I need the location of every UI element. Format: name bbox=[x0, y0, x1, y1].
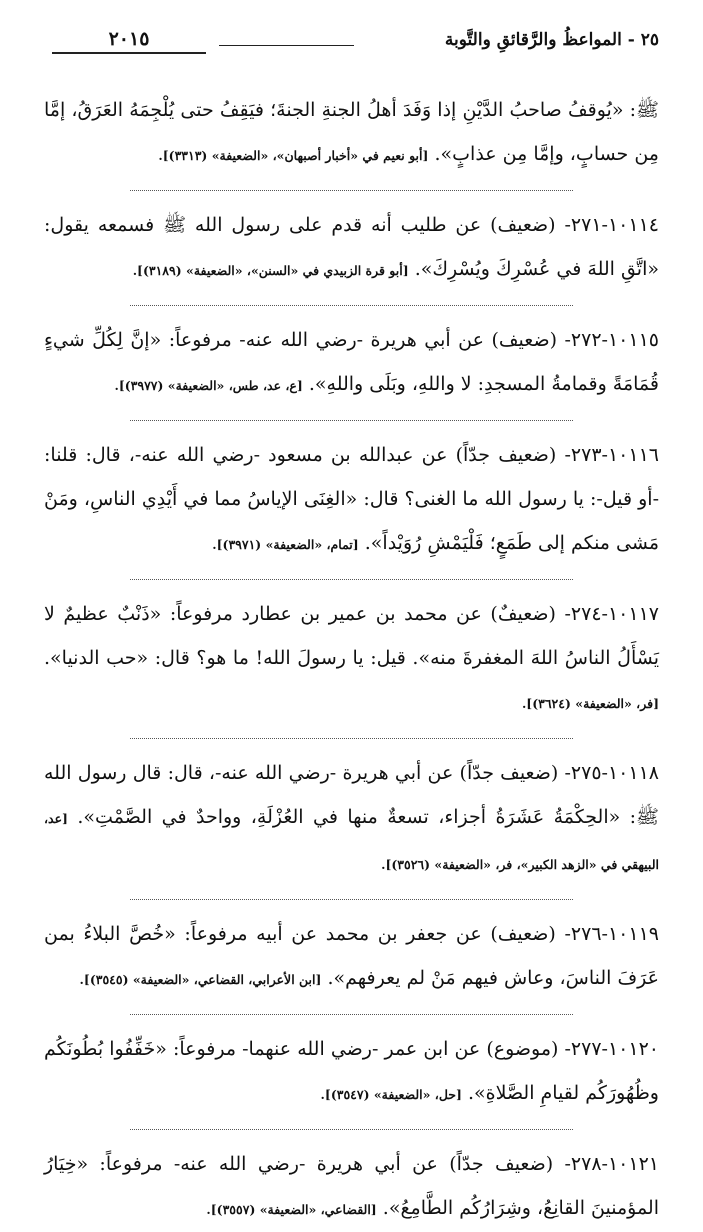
hadith-source: [أبو قرة الزبيدي في «السنن»، «الضعيفة» (٣١٨٩)]. bbox=[132, 263, 409, 278]
page-number-underline bbox=[52, 52, 206, 54]
hadith-source: [القضاعي، «الضعيفة» (٣٥٥٧)]. bbox=[206, 1202, 377, 1217]
hadith-entry bbox=[44, 751, 659, 887]
hadith-source: [فر، «الضعيفة» (٣٦٢٤)]. bbox=[521, 696, 659, 711]
entry-separator bbox=[130, 1014, 573, 1015]
hadith-entry bbox=[44, 318, 659, 408]
hadith-entry bbox=[44, 433, 659, 567]
entry-separator bbox=[130, 579, 573, 580]
hadith-source: [أبو نعيم في «أخبار أصبهان»، «الضعيفة» (٣٣١٣)]. bbox=[158, 148, 429, 163]
hadith-source: [ع، عد، طس، «الضعيفة» (٣٩٧٧)]. bbox=[114, 378, 303, 393]
entry-separator bbox=[130, 1129, 573, 1130]
hadith-source: [تمام، «الضعيفة» (٣٩٧١)]. bbox=[212, 537, 359, 552]
page-body bbox=[44, 88, 659, 1232]
hadith-text: ١٠١٢١-٢٧٨- (ضعيف جدّاً) عن أبي هريرة -رضي الله عنه- مرفوعاً: «خِيَارُ المؤمنينَ القانِعُ، وشِرَارُكُم الطَّامِعُ». bbox=[44, 1153, 659, 1219]
page-header bbox=[44, 28, 659, 58]
page-number-block bbox=[44, 28, 214, 54]
entry-separator bbox=[130, 899, 573, 900]
hadith-source: [عد، البيهقي في «الزهد الكبير»، فر، «الضعيفة» (٣٥٢٦)]. bbox=[44, 811, 659, 872]
hadith-entry bbox=[44, 912, 659, 1002]
entry-separator bbox=[130, 305, 573, 306]
hadith-entry bbox=[44, 1142, 659, 1232]
hadith-text: ١٠١١٤-٢٧١- (ضعيف) عن طليب أنه قدم على رسول الله ﷺ فسمعه يقول: «اتَّقِ اللهَ في عُسْرِكَ ويُسْرِكَ». bbox=[44, 214, 659, 280]
chapter-title: ٢٥ - المواعظُ والرَّقائقِ والتَّوبة bbox=[444, 30, 659, 50]
hadith-entry bbox=[44, 592, 659, 726]
hadith-text: ١٠١١٥-٢٧٢- (ضعيف) عن أبي هريرة -رضي الله عنه- مرفوعاً: «إنَّ لِكُلِّ شيءٍ قُمَامَةً وقمامةُ المسجدِ: لا واللهِ، وبَلَى واللهِ». bbox=[44, 329, 659, 395]
entry-separator bbox=[130, 420, 573, 421]
hadith-text: ١٠١١٦-٢٧٣- (ضعيف جدّاً) عن عبدالله بن مسعود -رضي الله عنه-، قال: قلنا: -أو قيل-: يا رسول الله ما الغنى؟ قال: «الغِنَى الإياسُ مما في أَيْدِي الناسِ، ومَنْ مَشى منكم إلى طَمَعٍ؛ فَلْيَمْشِ رُوَيْداً». bbox=[44, 444, 659, 554]
hadith-entry bbox=[44, 88, 659, 178]
hadith-source: [ابن الأعرابي، القضاعي، «الضعيفة» (٣٥٤٥)]. bbox=[79, 972, 322, 987]
hadith-text: ١٠١١٧-٢٧٤- (ضعيفٌ) عن محمد بن عمير بن عطارد مرفوعاً: «ذَنْبٌ عظيمٌ لا يَسْأَلُ الناسُ اللهَ المغفرةَ منه». قيل: يا رسولَ الله! ما هو؟ قال: «حب الدنيا». bbox=[44, 603, 659, 669]
entry-separator bbox=[130, 190, 573, 191]
hadith-source: [حل، «الضعيفة» (٣٥٤٧)]. bbox=[320, 1087, 462, 1102]
page-number: ٢٠١٥ bbox=[108, 28, 150, 50]
hadith-entry bbox=[44, 1027, 659, 1117]
hadith-text: ١٠١١٨-٢٧٥- (ضعيف جدّاً) عن أبي هريرة -رضي الله عنه-، قال: قال رسول الله ﷺ: «الحِكْمَةُ عَشَرَةُ أجزاء، تسعةٌ منها في العُزْلَةِ، وواحدٌ في الصَّمْتِ». bbox=[44, 762, 659, 828]
entry-separator bbox=[130, 738, 573, 739]
hadith-text: ﷺ: «يُوقفُ صاحبُ الدَّيْنِ إذا وَفَدَ أهلُ الجنةِ الجنةَ؛ فيَقِفُ حتى يُلْجِمَهُ العَرَقُ، إمَّا مِن حسابٍ، وإمَّا مِن عذابٍ». bbox=[44, 99, 659, 165]
hadith-entry bbox=[44, 203, 659, 293]
header-rule bbox=[219, 45, 354, 46]
hadith-text: ١٠١١٩-٢٧٦- (ضعيف) عن جعفر بن محمد عن أبيه مرفوعاً: «خُصَّ البلاءُ بمن عَرَفَ الناسَ، وعاش فيهم مَنْ لم يعرفهم». bbox=[44, 923, 659, 989]
hadith-text: ١٠١٢٠-٢٧٧- (موضوع) عن ابن عمر -رضي الله عنهما- مرفوعاً: «خَفِّفُوا بُطُونَكُم وظُهُورَكُم لقيامِ الصَّلاةِ». bbox=[44, 1038, 659, 1104]
